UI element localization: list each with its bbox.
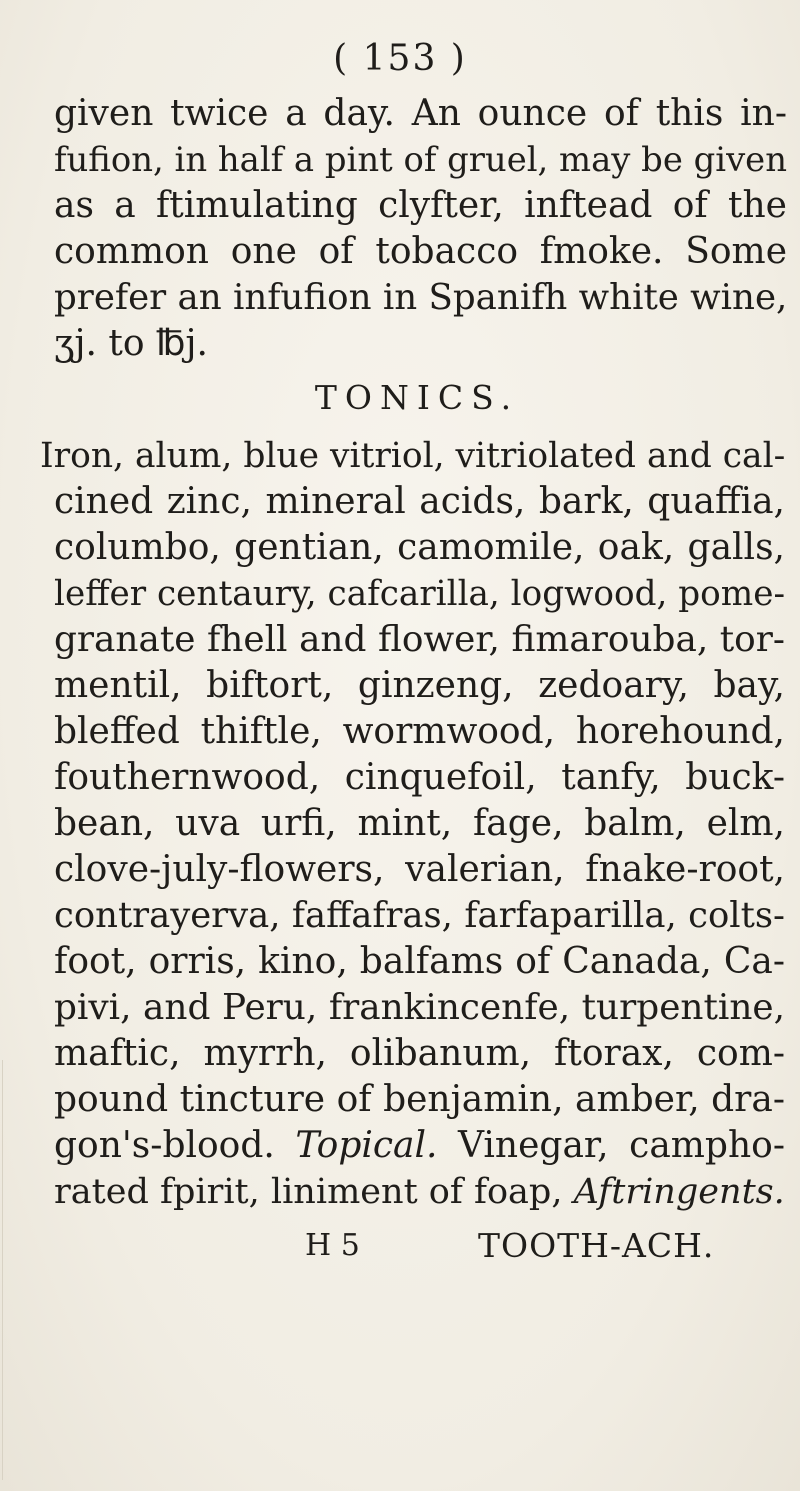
text-line: common one of tobacco fmoke. Some bbox=[54, 231, 787, 272]
catchword: TOOTH-ACH. bbox=[478, 1226, 715, 1265]
text-line: ʒj. to ℔j. bbox=[54, 323, 209, 364]
text-line: cined zinc, mineral acids, bark, quaffia, bbox=[54, 481, 785, 522]
astringents-label: Aftringents. bbox=[573, 1171, 785, 1212]
text-line: bleffed thiftle, wormwood, horehound, bbox=[54, 711, 785, 752]
text-line: fufion, in half a pint of gruel, may be given bbox=[54, 140, 787, 179]
page-edge-shadow bbox=[2, 1060, 3, 1480]
text-line-astringents bbox=[54, 1170, 785, 1214]
text-line: leffer centaury, cafcarilla, logwood, pome- bbox=[54, 574, 786, 614]
text-line: as a ftimulating clyfter, inftead of the bbox=[54, 185, 787, 226]
text-line: columbo, gentian, camomile, oak, galls, bbox=[54, 527, 785, 568]
text-segment: gon's-blood. bbox=[54, 1125, 296, 1166]
text-line: mentil, biftort, ginzeng, zedoary, bay, bbox=[54, 665, 785, 706]
text-line: pound tincture of benjamin, amber, dra- bbox=[54, 1079, 785, 1120]
text-line: pivi, and Peru, frankincenfe, turpentine, bbox=[54, 987, 785, 1028]
text-line: maftic, myrrh, olibanum, ftorax, com- bbox=[54, 1033, 785, 1074]
text-line: bean, uva urfi, mint, fage, balm, elm, bbox=[54, 803, 785, 844]
text-line: given twice a day. An ounce of this in- bbox=[54, 93, 787, 134]
text-segment: rated fpirit, liniment of foap, bbox=[54, 1171, 574, 1212]
text-line: fouthernwood, cinquefoil, tanfy, buck- bbox=[54, 757, 785, 798]
topical-label: Topical. bbox=[295, 1125, 438, 1166]
page-number: ( 153 ) bbox=[333, 38, 467, 79]
text-line: Iron, alum, blue vitriol, vitriolated and cal- bbox=[40, 436, 786, 476]
text-line: prefer an infufion in Spanifh white wine, bbox=[54, 277, 788, 318]
text-line: foot, orris, kino, balfams of Canada, Ca- bbox=[54, 941, 785, 982]
section-heading: TONICS. bbox=[314, 378, 520, 417]
text-line-topical bbox=[54, 1124, 785, 1168]
text-line: clove-july-flowers, valerian, fnake-root, bbox=[54, 849, 785, 890]
signature-mark: H 5 bbox=[305, 1228, 360, 1263]
text-line: contrayerva, faffafras, farfaparilla, colts- bbox=[54, 895, 785, 936]
text-segment: Vinegar, campho- bbox=[437, 1125, 786, 1166]
text-line: granate fhell and flower, fimarouba, tor- bbox=[54, 619, 785, 660]
